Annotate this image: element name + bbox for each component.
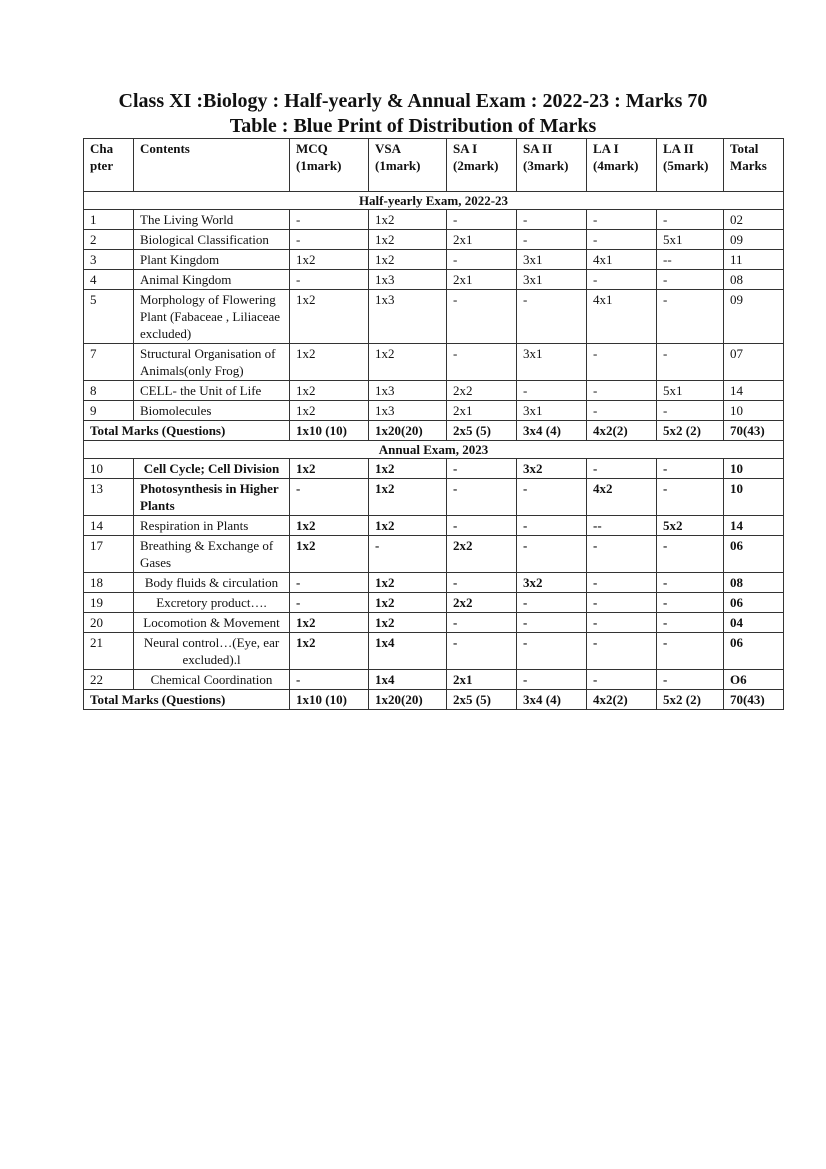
contents-cell: Neural control…(Eye, ear excluded).l (134, 633, 290, 670)
la1-cell: 4x1 (587, 290, 657, 344)
table-row (84, 613, 784, 633)
vsa-cell: 1x2 (369, 613, 447, 633)
total-value-cell: 70(43) (724, 690, 784, 710)
total-cell: 09 (724, 290, 784, 344)
header-contents: Contents (134, 139, 290, 192)
la1-cell: - (587, 401, 657, 421)
la1-cell: - (587, 593, 657, 613)
chapter-cell: 18 (84, 573, 134, 593)
total-cell: 08 (724, 270, 784, 290)
mcq-cell: - (290, 230, 369, 250)
sa1-cell: - (447, 573, 517, 593)
sa2-cell: - (517, 633, 587, 670)
header-mcq: MCQ (1mark) (290, 139, 369, 192)
chapter-cell: 21 (84, 633, 134, 670)
la2-cell: 5x2 (657, 516, 724, 536)
table-row (84, 290, 784, 344)
vsa-cell: 1x3 (369, 290, 447, 344)
mcq-cell: - (290, 593, 369, 613)
sa2-cell: - (517, 670, 587, 690)
la2-cell: 5x1 (657, 381, 724, 401)
sa2-cell: - (517, 230, 587, 250)
total-value-cell: 1x10 (10) (290, 421, 369, 441)
sa1-cell: 2x1 (447, 230, 517, 250)
vsa-cell: 1x2 (369, 250, 447, 270)
total-value-cell: 5x2 (2) (657, 421, 724, 441)
chapter-cell: 3 (84, 250, 134, 270)
sa2-cell: 3x2 (517, 573, 587, 593)
contents-cell: Excretory product…. (134, 593, 290, 613)
total-cell: 10 (724, 459, 784, 479)
la1-cell: - (587, 210, 657, 230)
table-row (84, 573, 784, 593)
total-cell: 09 (724, 230, 784, 250)
document-title: Class XI :Biology : Half-yearly & Annual Exam : 2022-23 : Marks 70 (118, 90, 708, 112)
contents-cell: Respiration in Plants (134, 516, 290, 536)
mcq-cell: 1x2 (290, 250, 369, 270)
total-cell: 14 (724, 516, 784, 536)
chapter-cell: 17 (84, 536, 134, 573)
sa1-cell: 2x2 (447, 536, 517, 573)
mcq-cell: 1x2 (290, 459, 369, 479)
sa1-cell: - (447, 613, 517, 633)
annual-section-title: Annual Exam, 2023 (84, 441, 784, 459)
contents-cell: Breathing & Exchange of Gases (134, 536, 290, 573)
total-row (84, 421, 784, 441)
header-vsa: VSA (1mark) (369, 139, 447, 192)
total-value-cell: 2x5 (5) (447, 421, 517, 441)
sa1-cell: - (447, 479, 517, 516)
sa2-cell: - (517, 210, 587, 230)
vsa-cell: 1x3 (369, 270, 447, 290)
total-value-cell: 2x5 (5) (447, 690, 517, 710)
total-label: Total Marks (Questions) (84, 690, 290, 710)
table-row (84, 210, 784, 230)
la1-cell: - (587, 230, 657, 250)
chapter-cell: 14 (84, 516, 134, 536)
contents-cell: Animal Kingdom (134, 270, 290, 290)
la1-cell: - (587, 613, 657, 633)
sa1-cell: - (447, 290, 517, 344)
sa1-cell: - (447, 210, 517, 230)
table-row (84, 536, 784, 573)
sa1-cell: 2x2 (447, 593, 517, 613)
contents-cell: Plant Kingdom (134, 250, 290, 270)
total-cell: 06 (724, 536, 784, 573)
sa1-cell: - (447, 344, 517, 381)
total-cell: 11 (724, 250, 784, 270)
chapter-cell: 22 (84, 670, 134, 690)
la2-cell: - (657, 613, 724, 633)
la2-cell: - (657, 344, 724, 381)
vsa-cell: 1x2 (369, 230, 447, 250)
header-la2: LA II (5mark) (657, 139, 724, 192)
vsa-cell: 1x2 (369, 459, 447, 479)
sa2-cell: 3x2 (517, 459, 587, 479)
total-value-cell: 5x2 (2) (657, 690, 724, 710)
chapter-cell: 5 (84, 290, 134, 344)
vsa-cell: 1x2 (369, 593, 447, 613)
mcq-cell: 1x2 (290, 401, 369, 421)
total-cell: 07 (724, 344, 784, 381)
header-sa2: SA II (3mark) (517, 139, 587, 192)
total-value-cell: 4x2(2) (587, 690, 657, 710)
header-total: Total Marks (724, 139, 784, 192)
mcq-cell: - (290, 270, 369, 290)
total-cell: O6 (724, 670, 784, 690)
la2-cell: - (657, 459, 724, 479)
sa2-cell: - (517, 516, 587, 536)
vsa-cell: - (369, 536, 447, 573)
sa2-cell: - (517, 593, 587, 613)
total-label: Total Marks (Questions) (84, 421, 290, 441)
sa1-cell: 2x1 (447, 670, 517, 690)
mcq-cell: - (290, 210, 369, 230)
table-row (84, 670, 784, 690)
la1-cell: -- (587, 516, 657, 536)
sa1-cell: - (447, 516, 517, 536)
contents-cell: Cell Cycle; Cell Division (134, 459, 290, 479)
table-row (84, 270, 784, 290)
header-la1: LA I (4mark) (587, 139, 657, 192)
total-cell: 10 (724, 479, 784, 516)
la1-cell: - (587, 344, 657, 381)
contents-cell: Locomotion & Movement (134, 613, 290, 633)
sa1-cell: - (447, 459, 517, 479)
vsa-cell: 1x4 (369, 670, 447, 690)
la2-cell: - (657, 270, 724, 290)
mcq-cell: - (290, 573, 369, 593)
mcq-cell: 1x2 (290, 516, 369, 536)
chapter-cell: 19 (84, 593, 134, 613)
vsa-cell: 1x2 (369, 516, 447, 536)
la1-cell: - (587, 270, 657, 290)
mcq-cell: - (290, 670, 369, 690)
total-value-cell: 70(43) (724, 421, 784, 441)
la2-cell: - (657, 401, 724, 421)
table-row (84, 633, 784, 670)
table-row (84, 344, 784, 381)
total-cell: 02 (724, 210, 784, 230)
la1-cell: - (587, 670, 657, 690)
table-row (84, 459, 784, 479)
total-cell: 04 (724, 613, 784, 633)
total-value-cell: 3x4 (4) (517, 421, 587, 441)
total-cell: 06 (724, 593, 784, 613)
chapter-cell: 8 (84, 381, 134, 401)
half-yearly-section-title: Half-yearly Exam, 2022-23 (84, 192, 784, 210)
contents-cell: Body fluids & circulation (134, 573, 290, 593)
contents-cell: Chemical Coordination (134, 670, 290, 690)
sa2-cell: - (517, 536, 587, 573)
table-row (84, 401, 784, 421)
chapter-cell: 2 (84, 230, 134, 250)
vsa-cell: 1x2 (369, 479, 447, 516)
sa2-cell: 3x1 (517, 250, 587, 270)
vsa-cell: 1x4 (369, 633, 447, 670)
vsa-cell: 1x3 (369, 381, 447, 401)
sa1-cell: 2x2 (447, 381, 517, 401)
total-value-cell: 1x10 (10) (290, 690, 369, 710)
contents-cell: Biological Classification (134, 230, 290, 250)
mcq-cell: 1x2 (290, 536, 369, 573)
la2-cell: - (657, 210, 724, 230)
total-value-cell: 1x20(20) (369, 690, 447, 710)
sa2-cell: 3x1 (517, 401, 587, 421)
la1-cell: - (587, 536, 657, 573)
mcq-cell: 1x2 (290, 633, 369, 670)
vsa-cell: 1x2 (369, 344, 447, 381)
table-row (84, 593, 784, 613)
la2-cell: - (657, 290, 724, 344)
chapter-cell: 20 (84, 613, 134, 633)
la2-cell: - (657, 536, 724, 573)
vsa-cell: 1x3 (369, 401, 447, 421)
header-sa1: SA I (2mark) (447, 139, 517, 192)
table-row (84, 250, 784, 270)
total-cell: 14 (724, 381, 784, 401)
blueprint-table (83, 138, 784, 710)
table-row (84, 516, 784, 536)
sa2-cell: - (517, 613, 587, 633)
table-row (84, 230, 784, 250)
total-cell: 08 (724, 573, 784, 593)
la2-cell: - (657, 593, 724, 613)
vsa-cell: 1x2 (369, 210, 447, 230)
contents-cell: CELL- the Unit of Life (134, 381, 290, 401)
la1-cell: - (587, 381, 657, 401)
sa1-cell: 2x1 (447, 270, 517, 290)
chapter-cell: 4 (84, 270, 134, 290)
la2-cell: - (657, 573, 724, 593)
la1-cell: - (587, 633, 657, 670)
chapter-cell: 1 (84, 210, 134, 230)
total-cell: 10 (724, 401, 784, 421)
mcq-cell: 1x2 (290, 381, 369, 401)
sa1-cell: 2x1 (447, 401, 517, 421)
total-row (84, 690, 784, 710)
la1-cell: - (587, 573, 657, 593)
contents-cell: Morphology of Flowering Plant (Fabaceae , Liliaceae excluded) (134, 290, 290, 344)
total-cell: 06 (724, 633, 784, 670)
sa2-cell: 3x1 (517, 344, 587, 381)
header-chapter: Cha pter (84, 139, 134, 192)
mcq-cell: - (290, 479, 369, 516)
sa1-cell: - (447, 250, 517, 270)
sa2-cell: - (517, 381, 587, 401)
contents-cell: Photosynthesis in Higher Plants (134, 479, 290, 516)
la2-cell: - (657, 633, 724, 670)
total-value-cell: 1x20(20) (369, 421, 447, 441)
vsa-cell: 1x2 (369, 573, 447, 593)
la2-cell: - (657, 670, 724, 690)
mcq-cell: 1x2 (290, 290, 369, 344)
chapter-cell: 13 (84, 479, 134, 516)
mcq-cell: 1x2 (290, 344, 369, 381)
la1-cell: - (587, 459, 657, 479)
contents-cell: Structural Organisation of Animals(only Frog) (134, 344, 290, 381)
la2-cell: 5x1 (657, 230, 724, 250)
total-value-cell: 4x2(2) (587, 421, 657, 441)
table-header (84, 139, 784, 192)
chapter-cell: 9 (84, 401, 134, 421)
mcq-cell: 1x2 (290, 613, 369, 633)
contents-cell: The Living World (134, 210, 290, 230)
sa2-cell: - (517, 290, 587, 344)
table-row (84, 479, 784, 516)
half-yearly-section (84, 192, 784, 441)
la2-cell: -- (657, 250, 724, 270)
contents-cell: Biomolecules (134, 401, 290, 421)
annual-section (84, 441, 784, 710)
table-row (84, 381, 784, 401)
sa2-cell: 3x1 (517, 270, 587, 290)
chapter-cell: 10 (84, 459, 134, 479)
sa2-cell: - (517, 479, 587, 516)
la1-cell: 4x2 (587, 479, 657, 516)
la1-cell: 4x1 (587, 250, 657, 270)
table-title: Table : Blue Print of Distribution of Marks (229, 115, 597, 137)
la2-cell: - (657, 479, 724, 516)
total-value-cell: 3x4 (4) (517, 690, 587, 710)
sa1-cell: - (447, 633, 517, 670)
chapter-cell: 7 (84, 344, 134, 381)
